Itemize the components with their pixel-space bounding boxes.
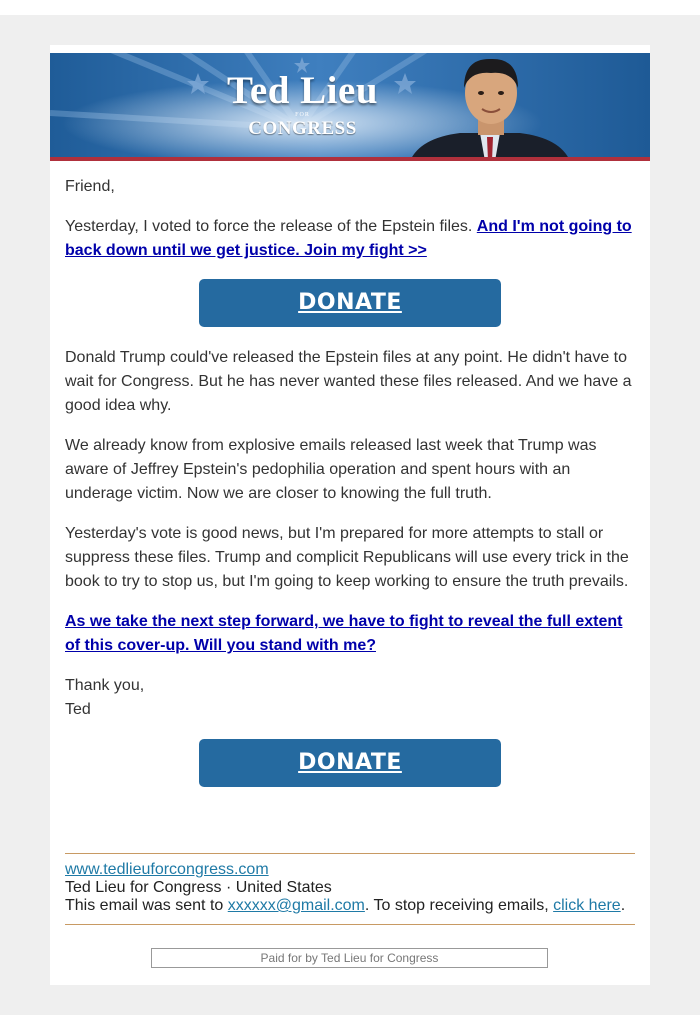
donate-button-bottom[interactable]: DONATE xyxy=(199,739,501,787)
cta-paragraph xyxy=(65,610,635,658)
website-link[interactable]: www.tedlieuforcongress.com xyxy=(65,861,269,878)
signature: Ted xyxy=(65,701,91,718)
sent-prefix: This email was sent to xyxy=(65,897,228,914)
join-fight-link[interactable]: And I'm not going to back down until we get justice. Join my fight >> xyxy=(65,218,632,259)
footer-divider-bottom xyxy=(65,924,635,925)
email-footer xyxy=(65,861,645,915)
banner-red-stripe xyxy=(50,157,650,161)
logo-congress: CONGRESS xyxy=(248,118,357,139)
paragraph-trump-files: Donald Trump could've released the Epstein files at any point. He didn't have to wait for Congress. But he has never wanted these files released. And we have a good idea why. xyxy=(65,349,632,414)
sent-middle: . To stop receiving emails, xyxy=(364,897,554,914)
donate-button-top[interactable]: DONATE xyxy=(199,279,501,327)
header-banner[interactable] xyxy=(50,53,650,161)
unsubscribe-link[interactable]: click here xyxy=(553,897,621,914)
unsubscribe-line xyxy=(65,897,645,915)
closing: Thank you, xyxy=(65,677,145,694)
donate-wrapper-top xyxy=(65,279,635,327)
campaign-logo xyxy=(200,71,405,139)
top-strip xyxy=(0,0,700,15)
email-body xyxy=(65,175,635,787)
intro-paragraph xyxy=(65,215,635,263)
logo-for: FOR xyxy=(295,112,310,118)
stand-with-me-link[interactable]: As we take the next step forward, we have to fight to reveal the full extent of this cover-up. Will you stand with me? xyxy=(65,613,623,654)
recipient-email-link[interactable]: xxxxxx@gmail.com xyxy=(227,897,365,914)
email-card xyxy=(50,45,650,985)
greeting: Friend, xyxy=(65,178,115,195)
donate-wrapper-bottom xyxy=(65,739,635,787)
paragraph-emails: We already know from explosive emails released last week that Trump was aware of Jeffrey Epstein's pedophilia operation and spent hours with an underage victim. Now we are closer to knowing the full truth. xyxy=(65,437,597,502)
logo-name: Ted Lieu xyxy=(226,69,379,112)
intro-text: Yesterday, I voted to force the release of the Epstein files. xyxy=(65,218,477,235)
paragraph-vote: Yesterday's vote is good news, but I'm prepared for more attempts to stall or suppress these files. Trump and complicit Republicans will use every trick in the book to try to stop us, but I'm going to keep working to ensure the truth prevails. xyxy=(65,525,629,590)
org-address: Ted Lieu for Congress · United States xyxy=(65,879,332,896)
sent-suffix: . xyxy=(620,897,626,914)
paid-for-disclaimer: Paid for by Ted Lieu for Congress xyxy=(151,948,548,968)
footer-divider-top xyxy=(65,853,635,854)
